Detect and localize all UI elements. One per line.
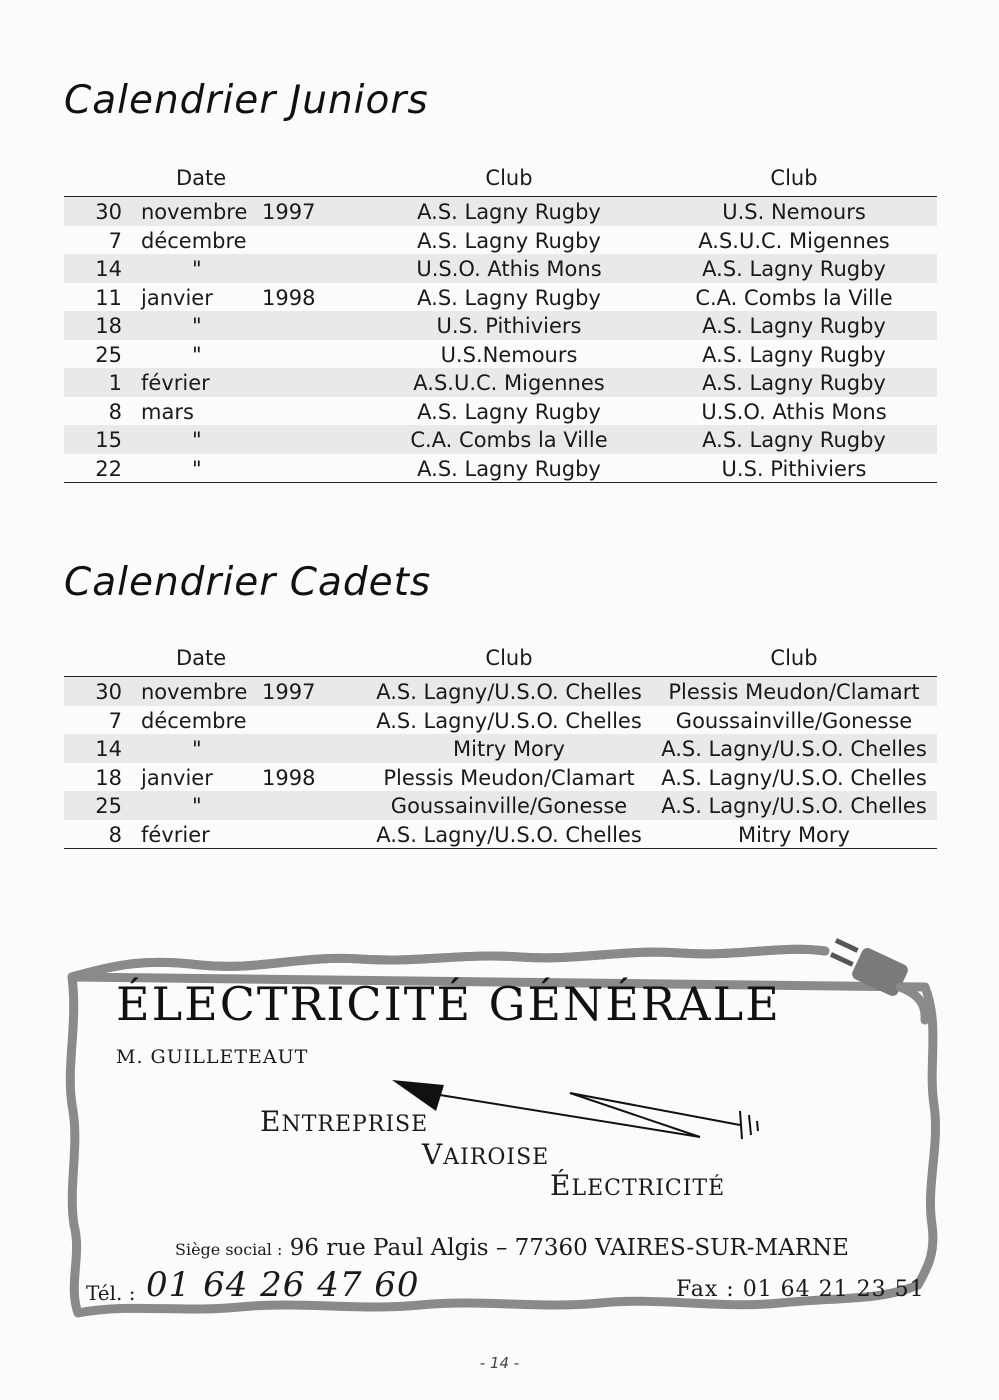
table-row <box>64 820 937 849</box>
club2-header: Club <box>770 166 818 190</box>
home-club: Plessis Meudon/Clamart <box>383 765 635 790</box>
away-club: A.S. Lagny Rugby <box>702 314 886 338</box>
match-day: 14 <box>95 257 122 281</box>
match-day: 8 <box>108 399 122 424</box>
club1-header: Club <box>485 646 533 670</box>
juniors-table <box>64 162 937 483</box>
table-row <box>64 340 937 369</box>
table-header <box>64 642 937 677</box>
table-row <box>64 763 937 792</box>
home-club: U.S.O. Athis Mons <box>416 257 602 281</box>
table-row <box>64 677 937 706</box>
match-month: décembre <box>141 228 247 253</box>
table-row <box>64 425 937 454</box>
company-name: ÉLECTRICITÉ GÉNÉRALE <box>116 977 781 1031</box>
home-club: C.A. Combs la Ville <box>410 428 608 452</box>
match-month: novembre <box>141 680 248 704</box>
home-club: A.S. Lagny/U.S.O. Chelles <box>376 680 642 704</box>
match-day: 14 <box>95 737 122 761</box>
address: Siège social : 96 rue Paul Algis – 77360 VAIRES-SUR-MARNE <box>175 1235 849 1261</box>
match-day: 30 <box>95 200 122 224</box>
away-club: U.S.O. Athis Mons <box>701 399 887 424</box>
home-club: U.S.Nemours <box>440 342 578 367</box>
match-day: 15 <box>95 428 122 452</box>
table-row <box>64 734 937 763</box>
match-year: 1997 <box>262 680 316 704</box>
phone-number: 01 64 26 47 60 <box>146 1265 420 1305</box>
advertisement-box <box>60 925 940 1345</box>
match-month: " <box>192 794 202 818</box>
away-club: A.S. Lagny/U.S.O. Chelles <box>661 765 927 790</box>
date-header: Date <box>176 646 227 670</box>
away-club: U.S. Nemours <box>722 200 866 224</box>
plug-icon <box>830 938 925 1020</box>
owner-name: M. GUILLETEAUT <box>116 1046 309 1068</box>
cadets-title: Calendrier Cadets <box>64 560 432 605</box>
match-month: février <box>141 371 210 395</box>
match-day: 1 <box>108 371 122 395</box>
away-club: A.S. Lagny Rugby <box>702 371 886 395</box>
match-day: 18 <box>95 314 122 338</box>
match-month: " <box>192 456 202 481</box>
match-year: 1997 <box>262 200 316 224</box>
table-row <box>64 397 937 426</box>
match-month: février <box>141 822 210 847</box>
away-club: A.S. Lagny Rugby <box>702 428 886 452</box>
table-row <box>64 706 937 735</box>
match-month: janvier <box>141 285 213 310</box>
fax-number: Fax : 01 64 21 23 51 <box>676 1277 925 1302</box>
away-club: Plessis Meudon/Clamart <box>668 680 920 704</box>
juniors-title: Calendrier Juniors <box>64 78 429 123</box>
match-month: " <box>192 257 202 281</box>
table-row <box>64 454 937 483</box>
match-day: 11 <box>95 285 122 310</box>
home-club: U.S. Pithiviers <box>436 314 582 338</box>
phone-label: Tél. : <box>86 1281 136 1305</box>
date-header: Date <box>176 166 227 190</box>
table-row <box>64 226 937 255</box>
home-club: A.S. Lagny Rugby <box>417 228 601 253</box>
match-month: décembre <box>141 708 247 733</box>
match-month: mars <box>141 399 194 424</box>
match-month: " <box>192 314 202 338</box>
match-year: 1998 <box>262 765 316 790</box>
home-club: A.S. Lagny Rugby <box>417 456 601 481</box>
tagline-word-1: ENTREPRISE <box>260 1105 429 1138</box>
match-day: 25 <box>95 342 122 367</box>
cadets-table <box>64 642 937 849</box>
match-day: 22 <box>95 456 122 481</box>
away-club: A.S. Lagny/U.S.O. Chelles <box>661 737 927 761</box>
tagline-word-2: VAIROISE <box>422 1138 550 1171</box>
home-club: A.S. Lagny Rugby <box>417 200 601 224</box>
table-row <box>64 283 937 312</box>
home-club: Mitry Mory <box>453 737 565 761</box>
match-year: 1998 <box>262 285 316 310</box>
away-club: A.S. Lagny Rugby <box>702 257 886 281</box>
away-club: A.S.U.C. Migennes <box>698 228 890 253</box>
table-row <box>64 791 937 820</box>
match-day: 25 <box>95 794 122 818</box>
away-club: A.S. Lagny Rugby <box>702 342 886 367</box>
table-row <box>64 368 937 397</box>
match-month: " <box>192 342 202 367</box>
table-row <box>64 254 937 283</box>
away-club: Mitry Mory <box>738 822 850 847</box>
match-month: janvier <box>141 765 213 790</box>
away-club: A.S. Lagny/U.S.O. Chelles <box>661 794 927 818</box>
home-club: A.S. Lagny Rugby <box>417 285 601 310</box>
away-club: U.S. Pithiviers <box>721 456 867 481</box>
home-club: A.S.U.C. Migennes <box>413 371 605 395</box>
match-day: 18 <box>95 765 122 790</box>
match-day: 7 <box>108 708 122 733</box>
home-club: A.S. Lagny/U.S.O. Chelles <box>376 708 642 733</box>
lightning-bolt-icon <box>392 1080 758 1139</box>
home-club: A.S. Lagny/U.S.O. Chelles <box>376 822 642 847</box>
away-club: C.A. Combs la Ville <box>695 285 893 310</box>
match-day: 8 <box>108 822 122 847</box>
page-number: - 14 - <box>479 1354 520 1372</box>
match-day: 30 <box>95 680 122 704</box>
table-header <box>64 162 937 197</box>
tagline-word-3: ÉLECTRICITÉ <box>550 1169 726 1202</box>
club2-header: Club <box>770 646 818 670</box>
match-month: " <box>192 428 202 452</box>
home-club: A.S. Lagny Rugby <box>417 399 601 424</box>
match-month: novembre <box>141 200 248 224</box>
club1-header: Club <box>485 166 533 190</box>
match-day: 7 <box>108 228 122 253</box>
table-row <box>64 197 937 226</box>
home-club: Goussainville/Gonesse <box>390 794 628 818</box>
away-club: Goussainville/Gonesse <box>675 708 913 733</box>
match-month: " <box>192 737 202 761</box>
table-row <box>64 311 937 340</box>
